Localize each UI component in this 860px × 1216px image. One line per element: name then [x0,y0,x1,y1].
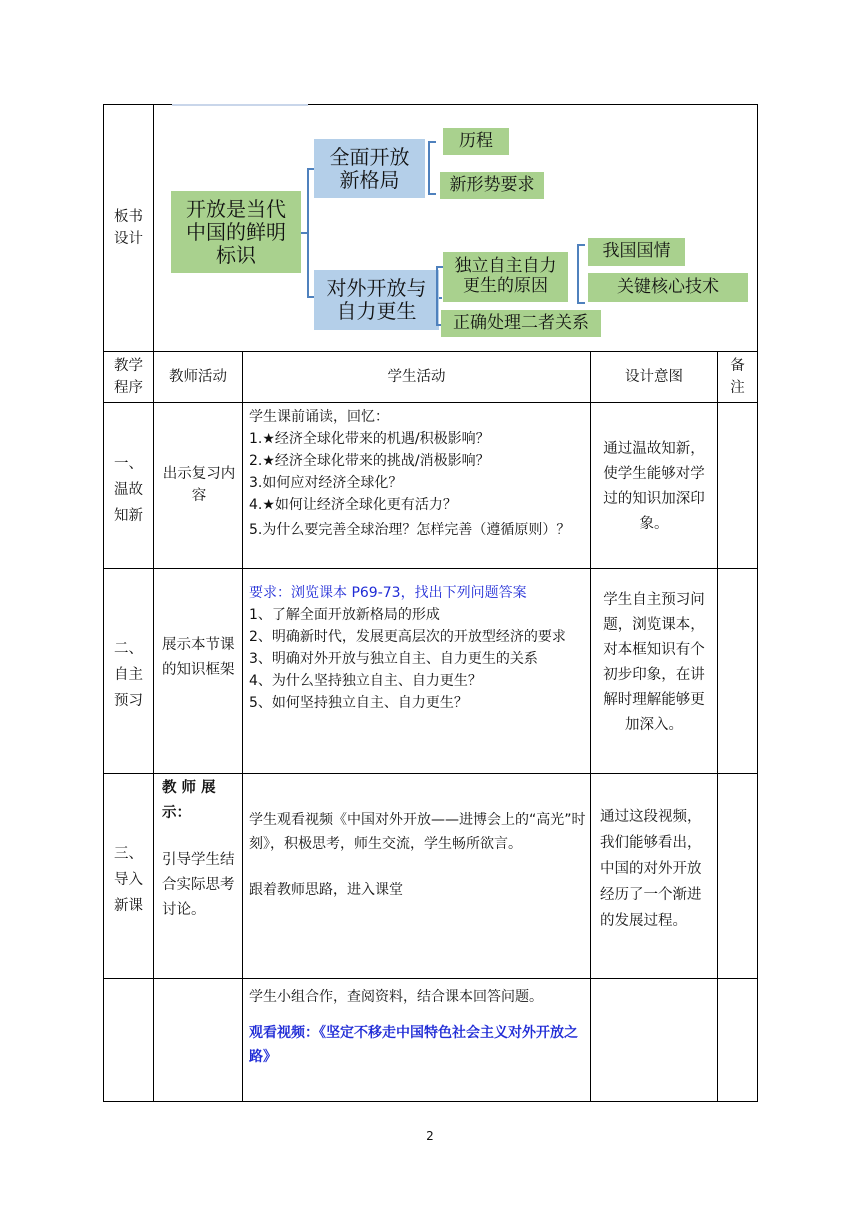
row1-student-item: 5.为什么要完善全球治理？怎样完善（遵循原则）？ [249,522,571,538]
row1-student-item: 3.如何应对经济全球化？ [249,475,403,491]
row1-intent: 通过温故知新，使学生能够对学过的知识加深印象。 [603,441,705,532]
row3-student [249,808,587,902]
row2-student-item: 5、如何坚持独立自主、自力更生？ [249,695,468,711]
header-student: 学生活动 [387,369,446,385]
row2-procedure: 二、自主预习 [114,641,143,709]
row1-teacher: 出示复习内容 [162,466,236,504]
table-border-right [757,104,758,1102]
column-divider-3 [590,351,591,1102]
header-procedure: 教学程序 [114,358,143,396]
board-top-rule [172,104,308,106]
board-leaf-requirements: 新形势要求 [440,172,544,199]
row4-student-group: 学生小组合作，查阅资料，结合课本回答问题。 [249,989,543,1005]
row2-student [249,582,587,714]
board-leaf-national-conditions: 我国国情 [588,238,685,266]
row1-student-intro: 学生课前诵读，回忆： [249,409,389,425]
row1-procedure: 一、温故知新 [114,456,143,524]
board-branch-1: 全面开放新格局 [314,139,425,198]
column-divider-4 [717,351,718,1102]
row2-student-item: 3、明确对外开放与独立自主、自力更生的关系 [249,651,538,667]
row1-student-item: 1.★经济全球化带来的机遇/积极影响？ [249,431,490,447]
row-divider [103,773,758,774]
row3-teacher-guide: 引导学生结合实际思考讨论。 [162,852,235,918]
board-leaf-core-technology: 关键核心技术 [588,273,748,302]
row2-student-item: 2、明确新时代，发展更高层次的开放型经济的要求 [249,629,566,645]
header-intent: 设计意图 [625,369,683,385]
row3-student-follow: 跟着教师思路，进入课堂 [249,882,403,898]
page-number: 2 [426,1129,434,1143]
row3-teacher-title: 教 师 展 示： [162,780,216,821]
row3-student-video: 学生观看视频《中国对外开放——进博会上的“高光”时刻》，积极思考，师生交流，学生畅所欲言。 [249,812,586,852]
header-teacher: 教师活动 [169,369,227,385]
row-divider [103,568,758,569]
column-divider-2 [242,351,243,1102]
row3-intent: 通过这段视频，我们能够看出，中国的对外开放经历了一个渐进的发展过程。 [600,809,702,929]
row4-student [249,985,587,1069]
row2-intent: 学生自主预习问题，浏览课本，对本框知识有个初步印象，在讲解时理解能够更加深入。 [603,592,705,733]
table-border-left [103,104,104,1102]
row3-teacher [162,776,238,923]
row1-student-item: 4.★如何让经济全球化更有活力？ [249,497,457,513]
row-divider [103,402,758,403]
row-divider [103,351,758,352]
table-border-bottom [103,1101,758,1102]
header-notes: 备注 [730,358,745,396]
row2-student-item: 4、为什么坚持独立自主、自力更生？ [249,673,482,689]
branch1-bracket [428,141,436,195]
board-branch-2: 对外开放与自力更生 [314,270,439,330]
board-root-node: 开放是当代中国的鲜明标识 [171,191,301,273]
board-label: 板书设计 [114,209,143,247]
row2-teacher: 展示本节课的知识框架 [162,637,235,678]
row2-requirement: 要求：浏览课本 P69-73，找出下列问题答案 [249,585,527,601]
column-divider-1 [153,104,154,1102]
row4-video-title: 观看视频：《坚定不移走中国特色社会主义对外开放之路》 [249,1025,578,1065]
reason-bracket [577,244,585,304]
row2-student-item: 1、了解全面开放新格局的形成 [249,607,440,623]
board-leaf-history: 历程 [443,128,509,155]
row3-procedure: 三、导入新课 [114,846,143,914]
board-leaf-relation: 正确处理二者关系 [441,310,601,337]
row1-student-item: 2.★经济全球化带来的挑战/消极影响？ [249,453,490,469]
row-divider [103,978,758,979]
board-leaf-reason: 独立自主自力更生的原因 [443,252,568,302]
row1-student [249,406,587,542]
